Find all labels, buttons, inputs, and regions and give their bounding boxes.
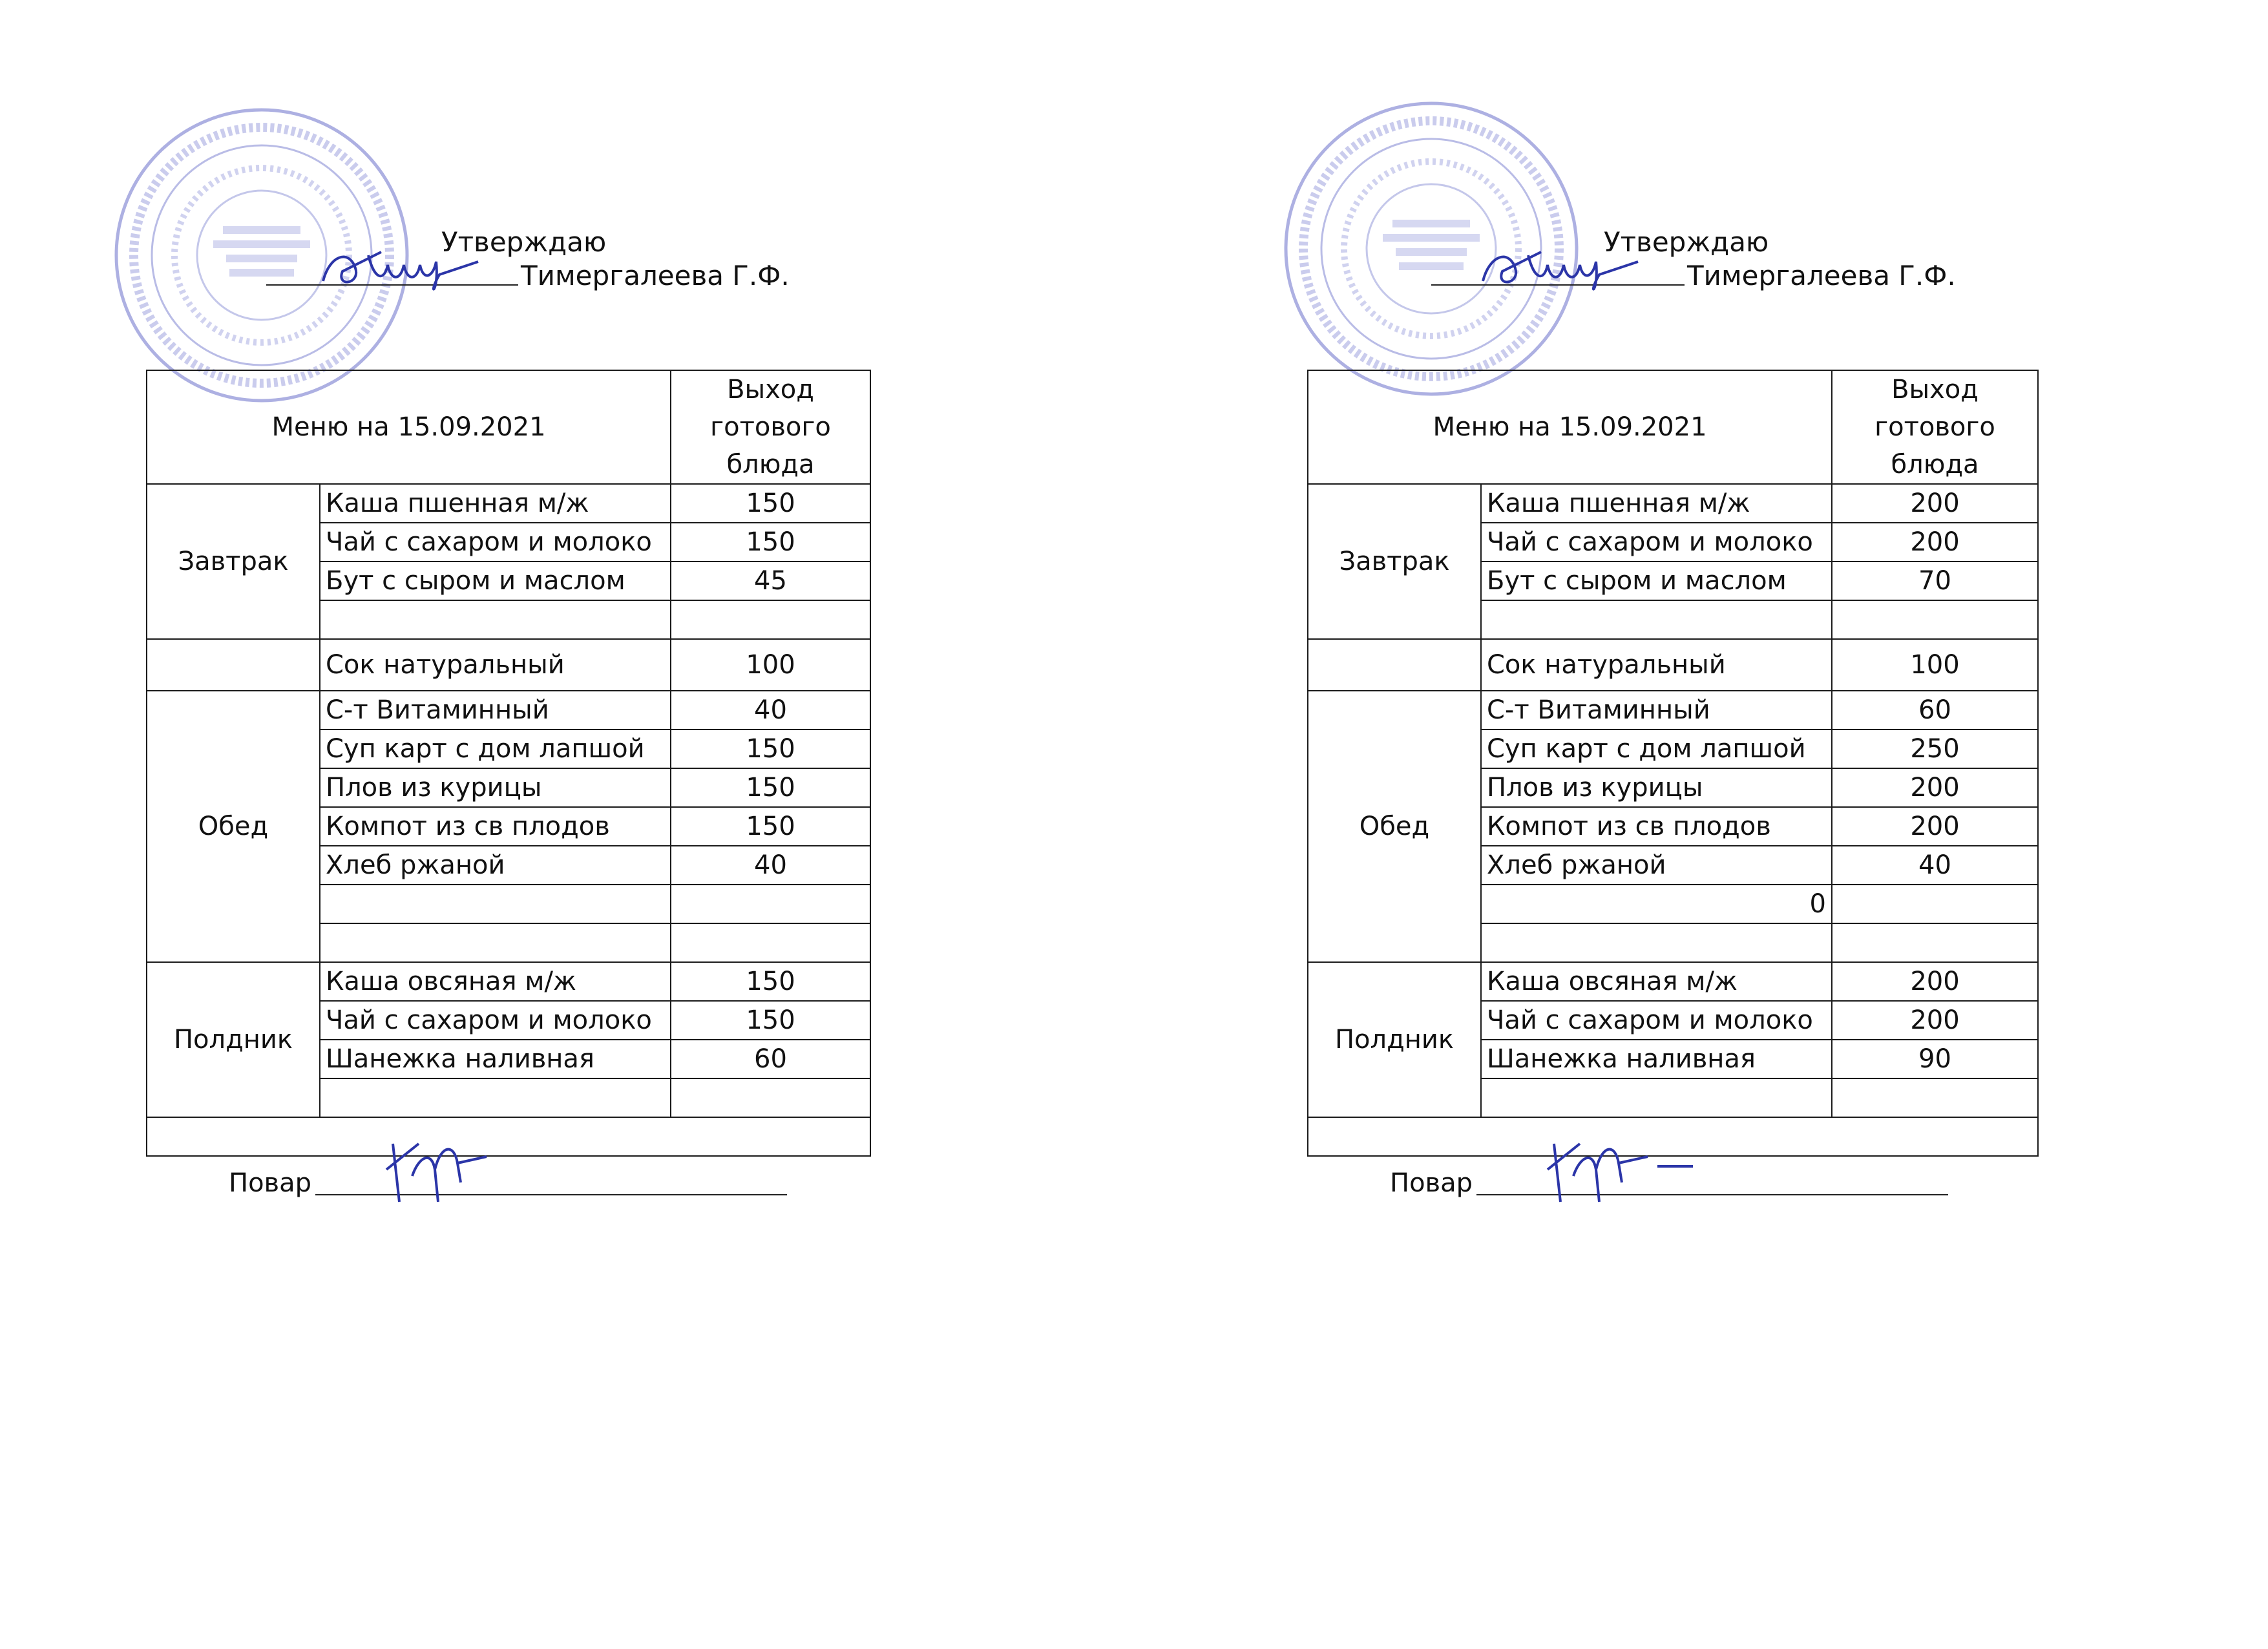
- amount-cell: 60: [1832, 691, 2038, 730]
- amount-cell: [671, 600, 870, 639]
- dish-cell: Чай с сахаром и молоко: [320, 523, 671, 562]
- menu-sheet-right: [1134, 0, 2268, 1649]
- dish-cell: [320, 600, 671, 639]
- amount-cell: [1832, 600, 2038, 639]
- amount-cell: [671, 1078, 870, 1117]
- approver-name: Тимергалеева Г.Ф.: [521, 260, 790, 291]
- meal-empty: [147, 639, 320, 691]
- dish-cell: Бут с сыром и маслом: [1481, 562, 1832, 600]
- amount-cell: 200: [1832, 523, 2038, 562]
- dish-cell: Плов из курицы: [1481, 768, 1832, 807]
- dish-cell: [1481, 600, 1832, 639]
- approve-label: Утверждаю: [441, 226, 607, 258]
- dish-cell: Чай с сахаром и молоко: [1481, 1001, 1832, 1040]
- director-signature-icon: [310, 236, 504, 300]
- dish-cell: С-т Витаминный: [1481, 691, 1832, 730]
- amount-cell: 40: [671, 846, 870, 885]
- amount-cell: [671, 923, 870, 962]
- amount-cell: 150: [671, 768, 870, 807]
- cook-label: Повар: [229, 1168, 312, 1198]
- amount-cell: 150: [671, 807, 870, 846]
- dish-cell: [320, 885, 671, 923]
- amount-cell: [1832, 923, 2038, 962]
- dish-cell: Сок натуральный: [1481, 639, 1832, 691]
- amount-cell: 40: [1832, 846, 2038, 885]
- amount-cell: 60: [671, 1040, 870, 1078]
- cook-label: Повар: [1390, 1168, 1473, 1198]
- dish-cell: Хлеб ржаной: [320, 846, 671, 885]
- amount-cell: 150: [671, 523, 870, 562]
- dish-cell: Каша пшенная м/ж: [320, 484, 671, 523]
- dish-cell: Шанежка наливная: [320, 1040, 671, 1078]
- amount-cell: 200: [1832, 768, 2038, 807]
- amount-cell: 100: [1832, 639, 2038, 691]
- meal-breakfast: Завтрак: [147, 484, 320, 639]
- meal-lunch: Обед: [147, 691, 320, 962]
- cook-signature-icon: [1535, 1131, 1696, 1208]
- amount-cell: 70: [1832, 562, 2038, 600]
- meal-breakfast: Завтрак: [1308, 484, 1481, 639]
- cook-footer: [147, 1117, 870, 1198]
- dish-cell: 0: [1481, 885, 1832, 923]
- amount-cell: [671, 885, 870, 923]
- output-header: Выход готового блюда: [1832, 370, 2038, 484]
- amount-cell: 45: [671, 562, 870, 600]
- director-signature-icon: [1470, 236, 1664, 300]
- dish-cell: Каша пшенная м/ж: [1481, 484, 1832, 523]
- dish-cell: [320, 923, 671, 962]
- dish-cell: Шанежка наливная: [1481, 1040, 1832, 1078]
- dish-cell: Сок натуральный: [320, 639, 671, 691]
- amount-cell: 150: [671, 730, 870, 768]
- amount-cell: 150: [671, 1001, 870, 1040]
- dish-cell: [320, 1078, 671, 1117]
- dish-cell: Компот из св плодов: [320, 807, 671, 846]
- amount-cell: 250: [1832, 730, 2038, 768]
- menu-title: Меню на 15.09.2021: [147, 370, 671, 484]
- dish-cell: Суп карт с дом лапшой: [320, 730, 671, 768]
- dish-cell: Чай с сахаром и молоко: [320, 1001, 671, 1040]
- dish-cell: Плов из курицы: [320, 768, 671, 807]
- cook-signature-icon: [373, 1131, 535, 1208]
- dish-cell: Каша овсяная м/ж: [320, 962, 671, 1001]
- amount-cell: 200: [1832, 962, 2038, 1001]
- output-header: Выход готового блюда: [671, 370, 870, 484]
- amount-cell: 200: [1832, 807, 2038, 846]
- amount-cell: 150: [671, 962, 870, 1001]
- dish-cell: Каша овсяная м/ж: [1481, 962, 1832, 1001]
- menu-title: Меню на 15.09.2021: [1308, 370, 1832, 484]
- amount-cell: [1832, 885, 2038, 923]
- amount-cell: 90: [1832, 1040, 2038, 1078]
- amount-cell: 40: [671, 691, 870, 730]
- menu-table: [1307, 370, 2039, 1198]
- amount-cell: 200: [1832, 1001, 2038, 1040]
- approver-name: Тимергалеева Г.Ф.: [1687, 260, 1956, 291]
- dish-cell: Бут с сыром и маслом: [320, 562, 671, 600]
- menu-table: [146, 370, 871, 1198]
- approval-block: [0, 226, 1134, 355]
- dish-cell: Хлеб ржаной: [1481, 846, 1832, 885]
- meal-empty: [1308, 639, 1481, 691]
- amount-cell: 100: [671, 639, 870, 691]
- cook-footer: [1308, 1117, 2038, 1198]
- dish-cell: [1481, 1078, 1832, 1117]
- dish-cell: [1481, 923, 1832, 962]
- dish-cell: Компот из св плодов: [1481, 807, 1832, 846]
- meal-snack: Полдник: [147, 962, 320, 1117]
- dish-cell: Суп карт с дом лапшой: [1481, 730, 1832, 768]
- approve-label: Утверждаю: [1604, 226, 1769, 258]
- approval-block: [1134, 226, 2268, 355]
- meal-snack: Полдник: [1308, 962, 1481, 1117]
- amount-cell: 200: [1832, 484, 2038, 523]
- amount-cell: [1832, 1078, 2038, 1117]
- meal-lunch: Обед: [1308, 691, 1481, 962]
- dish-cell: С-т Витаминный: [320, 691, 671, 730]
- dish-cell: Чай с сахаром и молоко: [1481, 523, 1832, 562]
- amount-cell: 150: [671, 484, 870, 523]
